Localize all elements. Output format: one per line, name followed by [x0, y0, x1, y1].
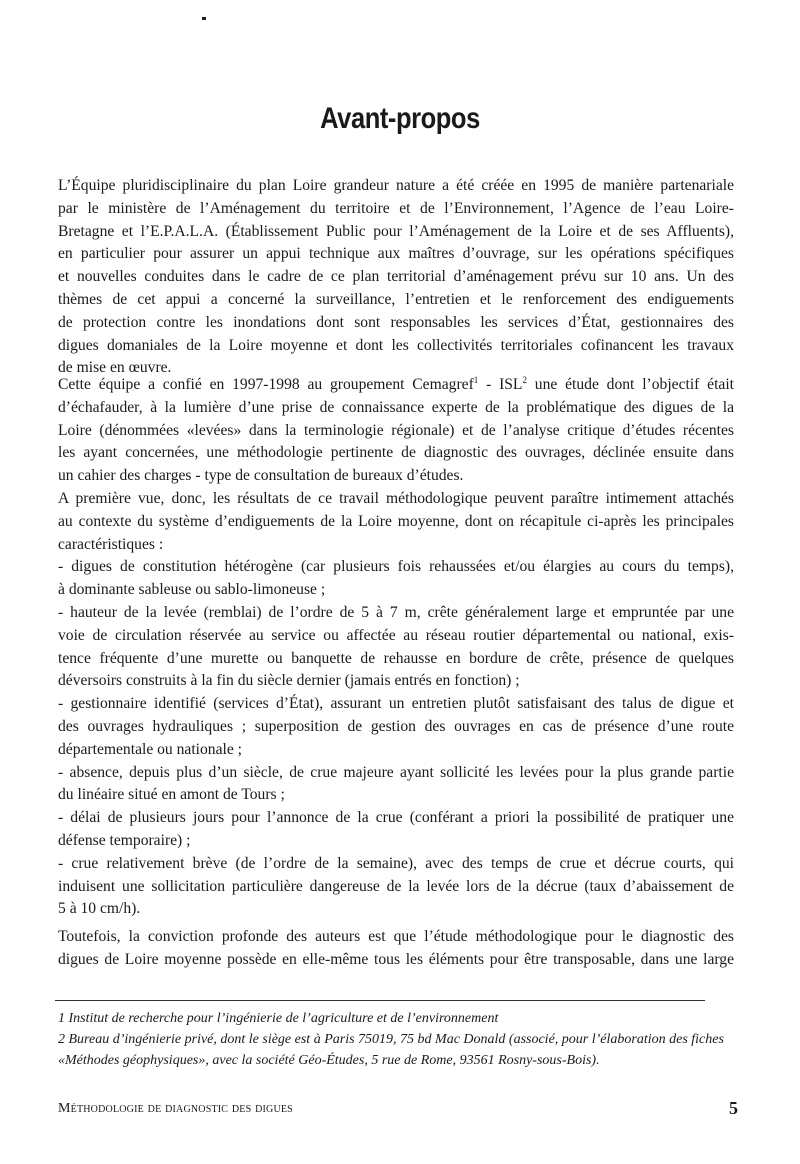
paragraph-line: en particulier pour assurer un appui technique aux maîtres d’ouvrage, sur les opérations spécifiques — [58, 245, 734, 263]
paragraph-line: L’Équipe pluridisciplinaire du plan Loire grandeur nature a été créée en 1995 de manière partenariale — [58, 177, 734, 194]
paragraph-line: déversoirs construits à la fin du siècle dernier (jamais entrés en fonction) ; — [58, 672, 520, 690]
paragraph-line: départementale ou nationale ; — [58, 740, 243, 758]
scan-speck — [202, 17, 206, 20]
text-run: une étude dont l’objectif était — [526, 376, 734, 393]
page-number: 5 — [729, 1098, 738, 1118]
paragraph-line: tence fréquente d’une murette ou banquette de rehausse en bordure de crête, présence de quelques — [58, 649, 734, 667]
text-run: - ISL — [478, 376, 523, 393]
paragraph-line: d’échafauder, à la lumière d’une prise de connaissance experte de la problématique des digues de la — [58, 398, 734, 416]
footnote-divider — [55, 1000, 705, 1001]
paragraph-line: thèmes de cet appui a concerné la surveillance, l’entretien et le renforcement des endiguements — [58, 290, 734, 308]
paragraph-line: des ouvrages hydrauliques ; superposition de gestion des ouvrages en cas de présence d’une route — [58, 717, 734, 735]
text-run: Cette équipe a confié en 1997-1998 au groupement Cemagref — [58, 376, 474, 393]
page-title: Avant-propos — [320, 102, 480, 135]
paragraph-line: un cahier des charges - type de consultation de bureaux d’études. — [58, 467, 464, 485]
paragraph-line: voie de circulation réservée au service ou affectée au réseau routier départemental ou national, exis- — [58, 626, 734, 644]
paragraph-line: à dominante sableuse ou sablo-limoneuse ; — [58, 581, 326, 599]
paragraph-line: - gestionnaire identifié (services d’État), assurant un entretien plutôt satisfaisant des talus de digue et — [58, 695, 734, 713]
paragraph-line: Loire (dénommées «levées» dans la terminologie régionale) et de l’analyse critique d’études récentes — [58, 421, 734, 439]
paragraph-line: Bretagne et l’E.P.A.L.A. (Établissement Public pour l’Aménagement de la Loire et de ses Affluents), — [58, 222, 734, 240]
paragraph-line: les ayant concernées, une méthodologie pertinente de diagnostic des ouvrages, déclinée ensuite dans — [58, 444, 734, 462]
paragraph-line: et nouvelles conduites dans le cadre de ce plan territorial d’aménagement prévu sur 10 ans. Un des — [58, 268, 734, 286]
footnote-ref-2[interactable]: 2 — [522, 374, 527, 385]
paragraph-line: - crue relativement brève (de l’ordre de la semaine), avec des temps de crue et décrue courts, qui — [58, 854, 734, 872]
paragraph-line — [58, 374, 734, 397]
paragraph-line: au contexte du système d’endiguements de la Loire moyenne, dont on récapitule ci-après les principales — [58, 512, 734, 530]
paragraph-2 — [58, 374, 734, 488]
footnote: 1 Institut de recherche pour l’ingénierie de l’agriculture et de l’environnement — [58, 1011, 499, 1026]
paragraph-line: caractéristiques : — [58, 535, 164, 553]
paragraph-line: défense temporaire) ; — [58, 831, 191, 849]
paragraph-line: - hauteur de la levée (remblai) de l’ordre de 5 à 7 m, crête généralement large et empruntée par une — [58, 603, 734, 621]
footnotes — [58, 1008, 748, 1071]
footnote: 2 Bureau d’ingénierie privé, dont le siège est à Paris 75019, 75 bd Mac Donald (associé, pour l’élaboration des fiches — [58, 1032, 724, 1047]
paragraph-1 — [58, 175, 734, 380]
paragraph-line: - digues de constitution hétérogène (car plusieurs fois rehaussées et/ou élargies au cours du temps), — [58, 558, 734, 576]
paragraph-line: de mise en œuvre. — [58, 359, 172, 377]
paragraph-line: par le ministère de l’Aménagement du territoire et de l’Environnement, l’Agence de l’eau Loire- — [58, 199, 734, 217]
paragraph-line: digues de Loire moyenne possède en elle-même tous les éléments pour être transposable, dans une large — [58, 950, 734, 968]
paragraph-4 — [58, 926, 734, 972]
footnote: «Méthodes géophysiques», avec la société Géo-Études, 5 rue de Rome, 93561 Rosny-sous-Bois). — [58, 1053, 600, 1068]
paragraph-line: Toutefois, la conviction profonde des auteurs est que l’étude méthodologique pour le diagnostic des — [58, 928, 734, 945]
paragraph-line: digues domaniales de la Loire moyenne et dont les collectivités territoriales cofinancent les travaux — [58, 336, 734, 354]
paragraph-line: A première vue, donc, les résultats de ce travail méthodologique peuvent paraître intimement attachés — [58, 490, 734, 507]
footnote-ref-1[interactable]: 1 — [473, 374, 479, 385]
paragraph-line: - délai de plusieurs jours pour l’annonce de la crue (conférant a priori la possibilité de pratiquer une — [58, 809, 734, 827]
paragraph-line: du linéaire situé en amont de Tours ; — [58, 786, 285, 804]
paragraph-line: de protection contre les inondations dont sont responsables les services d’État, gestionnaires des — [58, 313, 734, 331]
running-footer: Méthodologie de diagnostic des digues — [58, 1101, 293, 1116]
paragraph-line: 5 à 10 cm/h). — [58, 900, 141, 918]
paragraph-3 — [58, 488, 734, 921]
paragraph-line: - absence, depuis plus d’un siècle, de crue majeure ayant sollicité les levées pour la plus grande partie — [58, 763, 734, 781]
paragraph-line: induisent une sollicitation particulière dangereuse de la levée lors de la décrue (taux d’abaissement de — [58, 877, 734, 895]
